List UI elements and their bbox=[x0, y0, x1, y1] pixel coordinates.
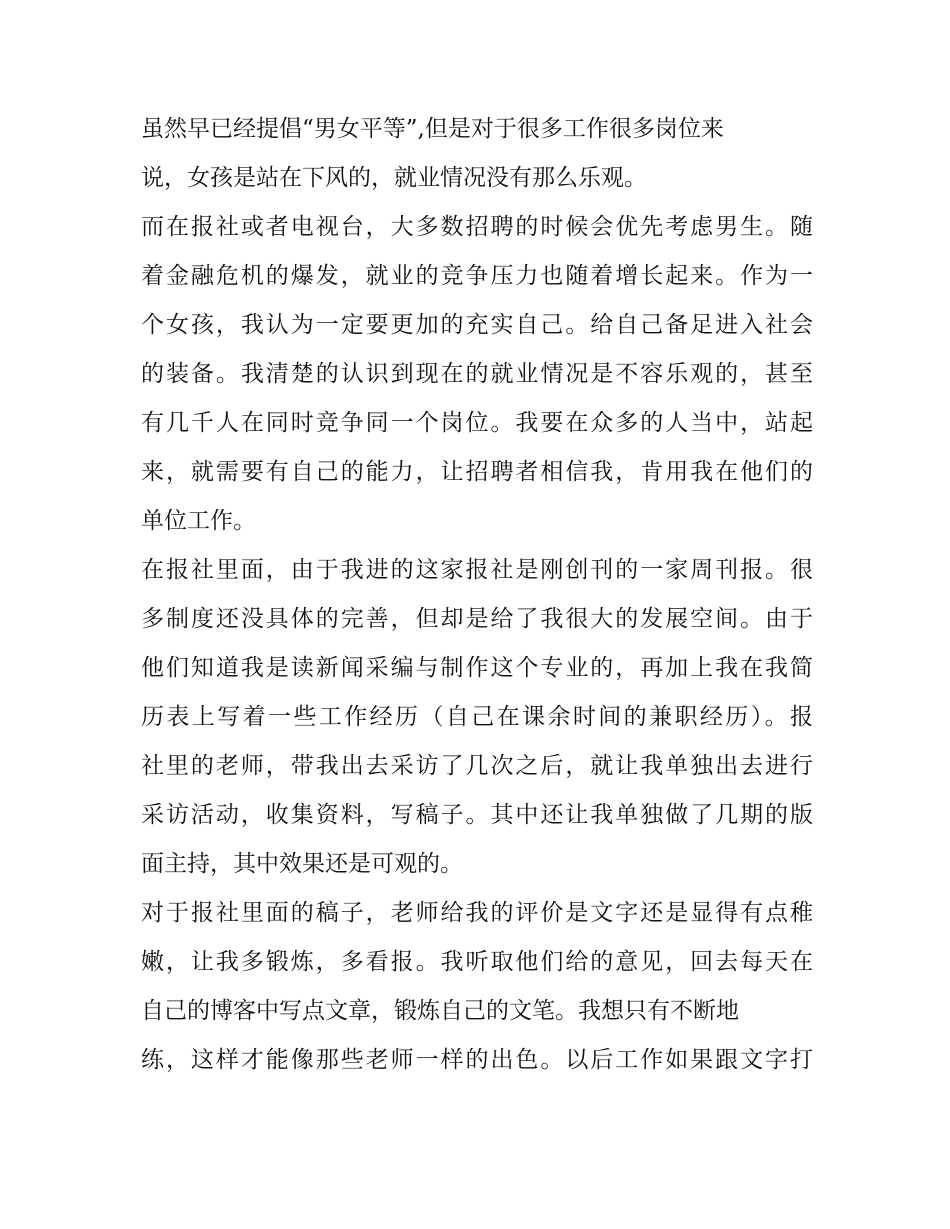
text-line: 在报社里面，由于我进的这家报社是刚创刊的一家周刊报。很 bbox=[141, 557, 813, 583]
text-line: 个女孩，我认为一定要更加的充实自己。给自己备足进入社会 bbox=[141, 312, 813, 338]
text-line: 自己的博客中写点文章，锻炼自己的文笔。我想只有不断地 bbox=[141, 998, 739, 1024]
text-line: 对于报社里面的稿子，老师给我的评价是文字还是显得有点稚 bbox=[141, 900, 813, 926]
text-line: 说，女孩是站在下风的，就业情况没有那么乐观。 bbox=[141, 165, 647, 191]
text-line: 来，就需要有自己的能力，让招聘者相信我，肯用我在他们的 bbox=[141, 459, 813, 485]
text-line: 他们知道我是读新闻采编与制作这个专业的，再加上我在我简 bbox=[141, 655, 813, 681]
text-line: 面主持，其中效果还是可观的。 bbox=[141, 851, 463, 877]
text-line: 的装备。我清楚的认识到现在的就业情况是不容乐观的，甚至 bbox=[141, 361, 813, 387]
text-line: 有几千人在同时竞争同一个岗位。我要在众多的人当中，站起 bbox=[141, 410, 813, 436]
text-line: 多制度还没具体的完善，但却是给了我很大的发展空间。由于 bbox=[141, 606, 813, 632]
text-line: 虽然早已经提倡“男女平等”,但是对于很多工作很多岗位来 bbox=[141, 116, 724, 142]
text-line: 而在报社或者电视台，大多数招聘的时候会优先考虑男生。随 bbox=[141, 214, 813, 240]
text-line: 历表上写着一些工作经历（自己在课余时间的兼职经历）。报 bbox=[141, 704, 813, 730]
text-line: 采访活动，收集资料，写稿子。其中还让我单独做了几期的版 bbox=[141, 802, 813, 828]
text-line: 嫩，让我多锻炼，多看报。我听取他们给的意见，回去每天在 bbox=[141, 949, 813, 975]
document-body bbox=[141, 105, 813, 1085]
text-line: 练，这样才能像那些老师一样的出色。以后工作如果跟文字打 bbox=[141, 1047, 813, 1073]
text-line: 单位工作。 bbox=[141, 508, 256, 534]
text-line: 着金融危机的爆发，就业的竞争压力也随着增长起来。作为一 bbox=[141, 263, 813, 289]
text-line: 社里的老师，带我出去采访了几次之后，就让我单独出去进行 bbox=[141, 753, 813, 779]
